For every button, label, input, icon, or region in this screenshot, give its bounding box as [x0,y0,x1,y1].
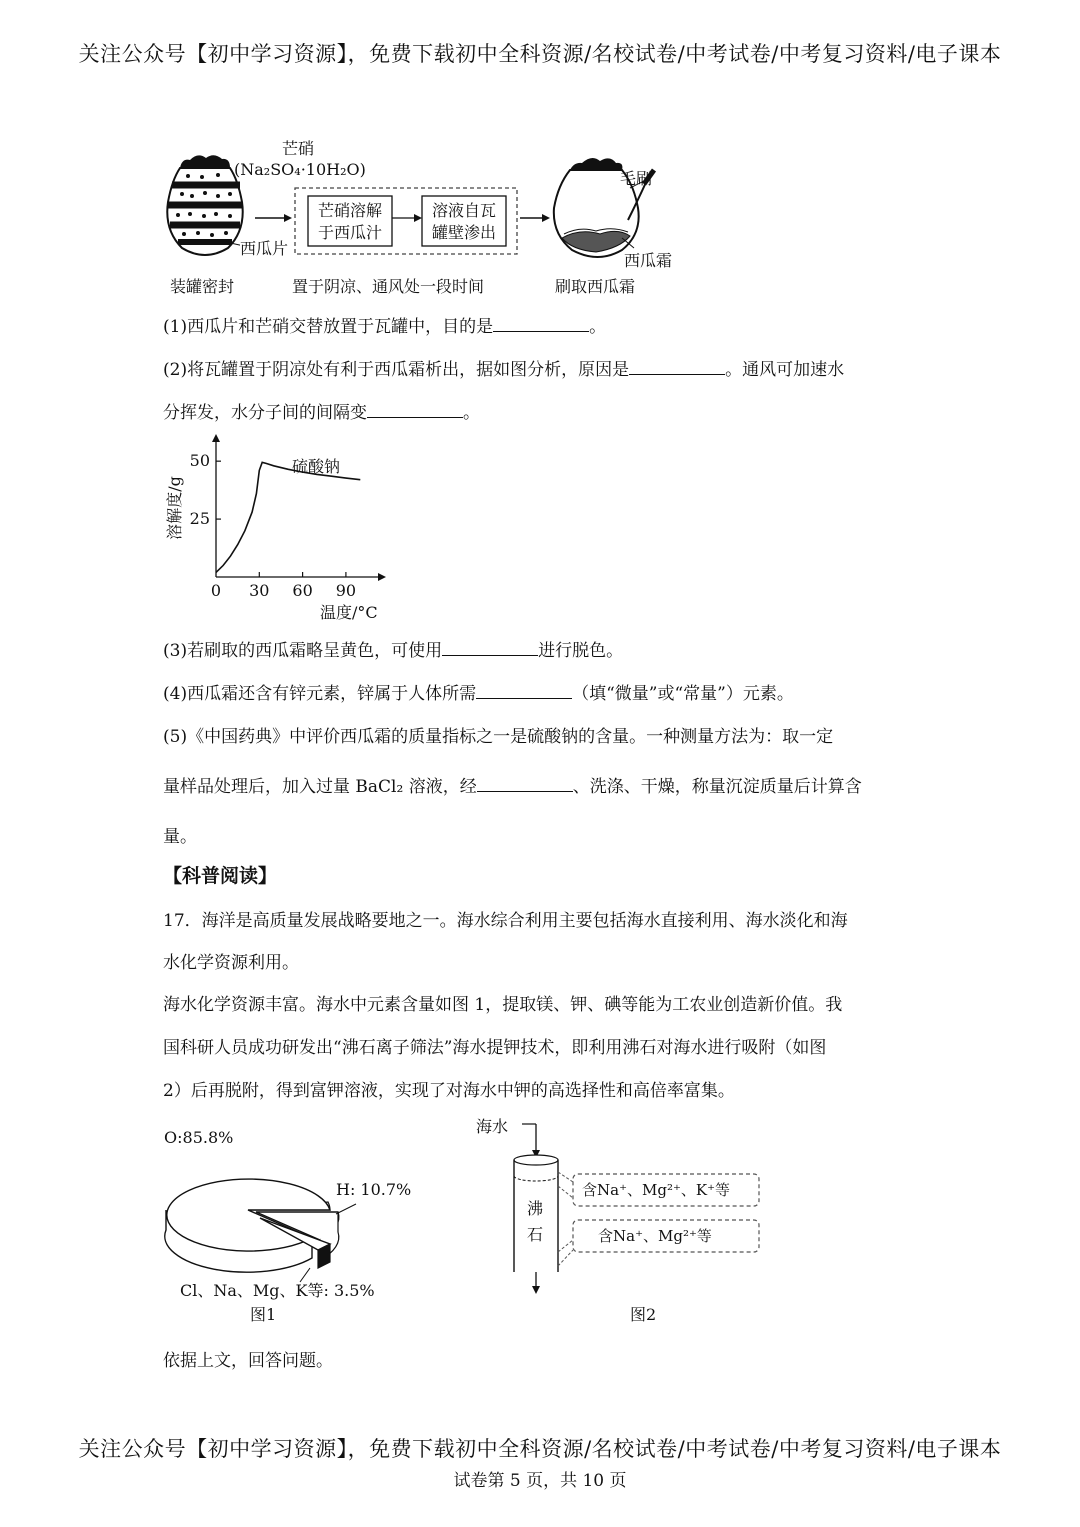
process-figure [160,130,720,300]
question-4: (4)西瓜霜还含有锌元素，锌属于人体所需 （填“微量”或“常量”）元素。 [163,684,794,704]
zeolite-label-1: 沸 [527,1199,544,1218]
pie-label-oxygen: O:85.8% [164,1128,234,1147]
y-axis-arrow [212,434,220,442]
box2-line2: 罐壁渗出 [431,223,497,242]
y-tick-label-1: 50 [189,451,210,471]
question-2: (2)将瓦罐置于阴凉处有利于西瓜霜析出，据如图分析，原因是 。通风可加速水 [163,360,845,380]
y-axis-label: 溶解度/g [165,476,184,540]
figure2-zeolite-column [470,1112,770,1337]
outflow-ions-label: 含Na⁺、Mg²⁺等 [598,1227,712,1245]
question-3: (3)若刷取的西瓜霜略呈黄色，可使用 进行脱色。 [163,641,624,661]
frost-label: 西瓜霜 [624,251,673,270]
inflow-ions-label: 含Na⁺、Mg²⁺、K⁺等 [582,1181,731,1199]
answer-blank-5[interactable] [477,775,573,792]
y-tick-label-0: 25 [189,509,210,529]
box2-line1: 溶液自瓦 [431,201,497,220]
x-axis-title: 温度/°C [320,603,378,622]
x-tick-label-3: 90 [335,581,357,600]
footer-banner: 关注公众号【初中学习资源】，免费下载初中全科资源/名校试卷/中考试卷/中考复习资料/电子课本 [78,1437,1002,1461]
answer-blank-3[interactable] [442,639,538,656]
solubility-chart [160,430,410,630]
answer-blank-4[interactable] [476,682,572,699]
question-1: (1)西瓜片和芒硝交替放置于瓦罐中，目的是 。 [163,317,607,337]
watermelon-slice-label: 西瓜片 [240,236,288,259]
header-banner: 关注公众号【初中学习资源】，免费下载初中全科资源/名校试卷/中考试卷/中考复习资料/电子课本 [78,42,1002,66]
reading-p1-line1: 17．海洋是高质量发展战略要地之一。海水综合利用主要包括海水直接利用、海水淡化和海 [163,911,848,931]
x-tick-label-1: 30 [249,581,270,600]
box1-line2: 于西瓜汁 [317,223,383,242]
box1-line1: 芒硝溶解 [317,201,383,220]
step2-caption: 置于阴凉、通风处一段时间 [292,277,485,296]
zeolite-label-2: 石 [527,1225,544,1244]
question-5-line1: (5)《中国药典》中评价西瓜霜的质量指标之一是硫酸钠的含量。一种测量方法为：取一定 [163,727,834,747]
pie-label-hydrogen: H: 10.7% [336,1180,412,1199]
pie-chart-svg [160,1118,440,1338]
pie-label-other: Cl、Na、Mg、K等: 3.5% [180,1281,375,1300]
x-tick-label-2: 60 [292,581,313,600]
answer-blank-2a[interactable] [629,358,725,375]
step1-caption: 装罐密封 [170,277,235,296]
seawater-label: 海水 [476,1117,509,1136]
reading-p2-line2: 国科研人员成功研发出“沸石离子筛法”海水提钾技术，即利用沸石对海水进行吸附（如图 [163,1038,827,1058]
reading-p2-line3: 2）后再脱附，得到富钾溶液，实现了对海水中钾的高选择性和高倍率富集。 [163,1081,735,1101]
sodium-sulfate-curve [216,462,360,572]
reading-p2-line1: 海水化学资源丰富。海水中元素含量如图 1，提取镁、钾、碘等能为工农业创造新价值。我 [163,995,843,1015]
step3-caption: 刷取西瓜霜 [555,277,636,296]
page-number: 试卷第 5 页，共 10 页 [453,1471,627,1491]
question-5-line2: 量样品处理后，加入过量 BaCl₂ 溶液，经 、洗涤、干燥，称量沉淀质量后计算含 [163,777,862,797]
x-tick-label-0: 0 [210,581,222,600]
question-5-line3: 量。 [163,827,197,847]
figure2-caption: 图2 [630,1305,657,1324]
answer-blank-1[interactable] [493,315,589,332]
x-axis-arrow [378,573,386,581]
figure1-element-pie [160,1118,440,1338]
series-label-sodium-sulfate: 硫酸钠 [292,457,341,476]
answer-blank-2b[interactable] [367,401,463,418]
mangxiao-formula: (Na₂SO₄·10H₂O) [234,160,366,179]
section-title: 【科普阅读】 [163,865,278,887]
sealed-jar-icon [167,155,242,255]
closing-instruction: 依据上文，回答问题。 [163,1351,333,1371]
figure1-caption: 图1 [250,1305,277,1324]
reading-p1-line2: 水化学资源利用。 [163,953,299,973]
mangxiao-label: 芒硝 [282,139,315,158]
question-2-continued: 分挥发，水分子间的间隔变 。 [163,403,480,423]
brush-label: 毛刷 [620,169,653,188]
